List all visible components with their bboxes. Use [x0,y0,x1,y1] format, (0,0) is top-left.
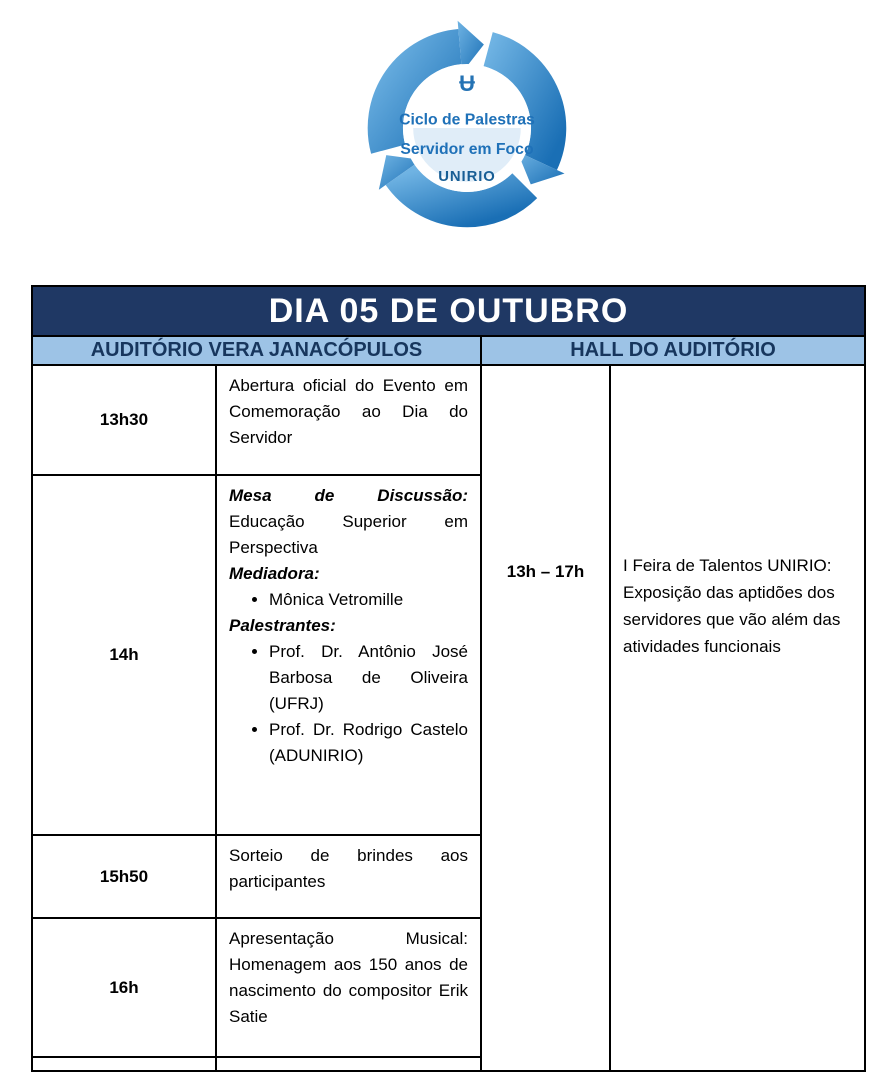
venue-header-hall: HALL DO AUDITÓRIO [482,337,864,366]
time-cell-15h50: 15h50 [33,836,217,919]
speaker-item: • Prof. Dr. Rodrigo Castelo (ADUNIRIO) [269,717,468,769]
session-feira-text: I Feira de Talentos UNIRIO: Exposição das aptidões dos servidores que vão além das atividades funcionais [623,556,841,656]
speakers-list [229,639,468,769]
mediator-item: • Mônica Vetromille [269,587,468,613]
empty-cell [217,1058,482,1070]
time-cell-13h30: 13h30 [33,366,217,476]
speaker-item: • Prof. Dr. Antônio José Barbosa de Oliveira (UFRJ) [269,639,468,717]
session-abertura [217,366,482,476]
time-cell-16h: 16h [33,919,217,1058]
session-musical-text: Apresentação Musical: Homenagem aos 150 anos de nascimento do compositor Erik Satie [229,929,468,1026]
day-header: DIA 05 DE OUTUBRO [33,287,864,337]
logo-line2: Servidor em Foco [399,140,534,158]
logo-line1: Ciclo de Palestras [398,111,535,129]
mediator-list [229,587,468,613]
mediator-label: Mediadora: [229,564,320,583]
panel-title: Educação Superior em Perspectiva [229,512,468,557]
schedule-table [31,285,866,1072]
unirio-symbol-icon: Ʉ [458,70,475,96]
session-feira-talentos [611,366,864,1070]
session-musical [217,919,482,1058]
session-mesa-discussao [217,476,482,836]
session-abertura-text: Abertura oficial do Evento em Comemoração ao Dia do Servidor [229,376,468,447]
session-sorteio [217,836,482,919]
time-cell-13h-17h: 13h – 17h [482,366,611,1070]
panel-title-paragraph [229,483,468,561]
venue-header-auditorio: AUDITÓRIO VERA JANACÓPULOS [33,337,482,366]
panel-label: Mesa de Discussão: [229,486,468,505]
event-logo [351,8,583,248]
session-sorteio-text: Sorteio de brindes aos participantes [229,846,468,891]
time-cell-14h: 14h [33,476,217,836]
logo-line3: UNIRIO [437,168,496,185]
empty-cell [33,1058,217,1070]
speakers-label: Palestrantes: [229,616,336,635]
circular-arrows-logo [351,8,583,248]
